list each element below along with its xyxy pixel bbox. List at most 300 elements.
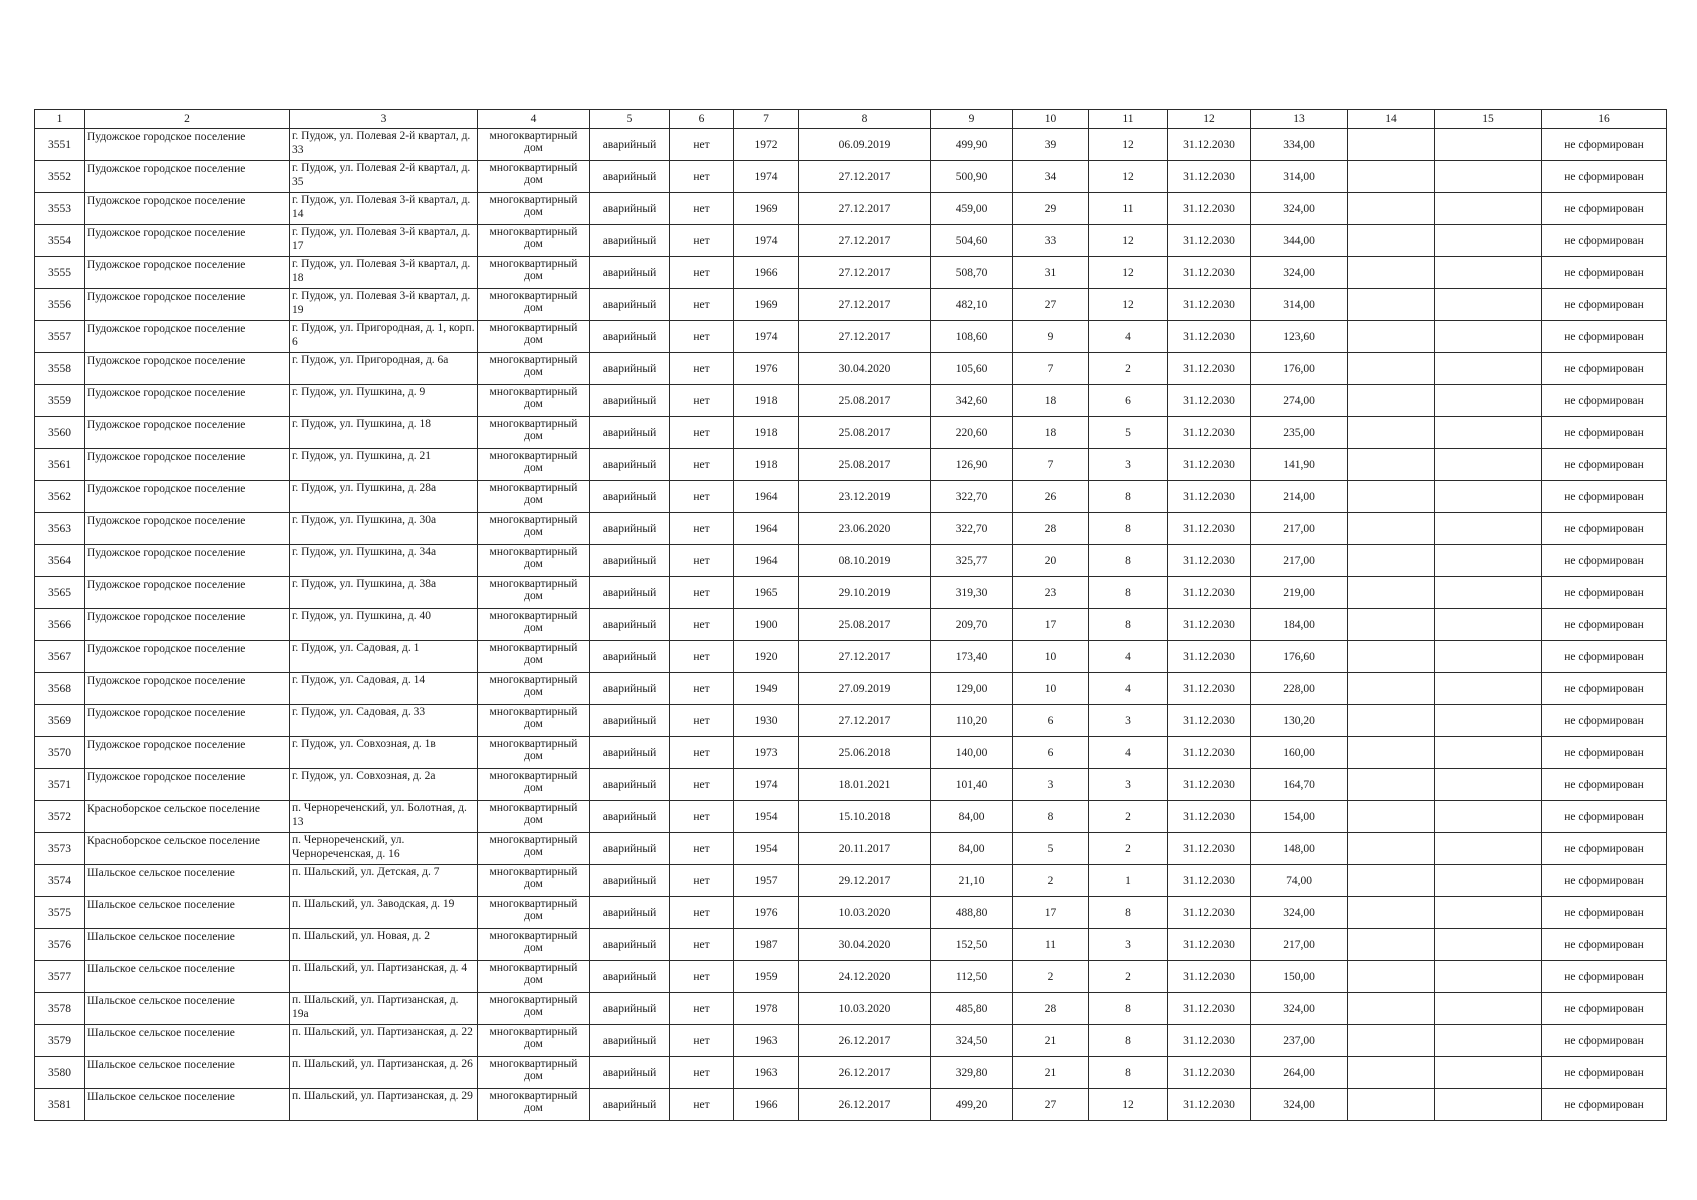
address-cell: г. Пудож, ул. Совхозная, д. 1в: [290, 737, 478, 769]
address-cell: г. Пудож, ул. Садовая, д. 33: [290, 705, 478, 737]
apartments-cell: 5: [1089, 417, 1168, 449]
year-built-cell: 1963: [734, 1057, 799, 1089]
column-14-cell: [1348, 1089, 1435, 1121]
flag-cell: нет: [670, 257, 734, 289]
status-cell: не сформирован: [1542, 353, 1667, 385]
apartments-cell: 12: [1089, 225, 1168, 257]
deadline-cell: 31.12.2030: [1168, 289, 1251, 321]
flag-cell: нет: [670, 417, 734, 449]
settlement-cell: Пудожское городское поселение: [85, 353, 290, 385]
table-row: [35, 993, 1667, 1025]
deadline-cell: 31.12.2030: [1168, 801, 1251, 833]
recognition-date-cell: 24.12.2020: [799, 961, 931, 993]
column-15-cell: [1435, 929, 1542, 961]
table-row: [35, 289, 1667, 321]
column-14-cell: [1348, 609, 1435, 641]
area-cell: 126,90: [931, 449, 1013, 481]
status-cell: не сформирован: [1542, 737, 1667, 769]
status-cell: не сформирован: [1542, 417, 1667, 449]
address-cell: г. Пудож, ул. Полевая 2-й квартал, д. 33: [290, 129, 478, 161]
area-cell: 488,80: [931, 897, 1013, 929]
building-type-cell: многоквартирный дом: [478, 737, 590, 769]
cost-cell: 214,00: [1251, 481, 1348, 513]
column-14-cell: [1348, 257, 1435, 289]
table-row: [35, 769, 1667, 801]
recognition-date-cell: 30.04.2020: [799, 353, 931, 385]
flag-cell: нет: [670, 321, 734, 353]
column-15-cell: [1435, 289, 1542, 321]
deadline-cell: 31.12.2030: [1168, 513, 1251, 545]
status-cell: не сформирован: [1542, 577, 1667, 609]
row-number-cell: 3577: [35, 961, 85, 993]
building-type-cell: многоквартирный дом: [478, 353, 590, 385]
recognition-date-cell: 25.06.2018: [799, 737, 931, 769]
address-cell: г. Пудож, ул. Полевая 3-й квартал, д. 14: [290, 193, 478, 225]
area-cell: 173,40: [931, 641, 1013, 673]
status-cell: не сформирован: [1542, 993, 1667, 1025]
flag-cell: нет: [670, 705, 734, 737]
apartments-cell: 2: [1089, 833, 1168, 865]
column-15-cell: [1435, 257, 1542, 289]
year-built-cell: 1920: [734, 641, 799, 673]
year-built-cell: 1966: [734, 257, 799, 289]
status-cell: не сформирован: [1542, 897, 1667, 929]
address-cell: п. Шальский, ул. Партизанская, д. 26: [290, 1057, 478, 1089]
apartments-cell: 12: [1089, 129, 1168, 161]
condition-cell: аварийный: [590, 929, 670, 961]
column-14-cell: [1348, 481, 1435, 513]
apartments-cell: 3: [1089, 705, 1168, 737]
address-cell: г. Пудож, ул. Пригородная, д. 6а: [290, 353, 478, 385]
flag-cell: нет: [670, 225, 734, 257]
cost-cell: 176,60: [1251, 641, 1348, 673]
address-cell: г. Пудож, ул. Садовая, д. 14: [290, 673, 478, 705]
cost-cell: 324,00: [1251, 993, 1348, 1025]
column-header: 15: [1435, 110, 1542, 129]
area-cell: 152,50: [931, 929, 1013, 961]
year-built-cell: 1976: [734, 897, 799, 929]
flag-cell: нет: [670, 129, 734, 161]
deadline-cell: 31.12.2030: [1168, 385, 1251, 417]
residents-cell: 2: [1013, 865, 1089, 897]
address-cell: п. Чернореченский, ул. Чернореченская, д. 16: [290, 833, 478, 865]
condition-cell: аварийный: [590, 961, 670, 993]
area-cell: 499,90: [931, 129, 1013, 161]
column-14-cell: [1348, 225, 1435, 257]
address-cell: г. Пудож, ул. Полевая 3-й квартал, д. 19: [290, 289, 478, 321]
table-row: [35, 513, 1667, 545]
status-cell: не сформирован: [1542, 289, 1667, 321]
column-14-cell: [1348, 929, 1435, 961]
building-type-cell: многоквартирный дом: [478, 577, 590, 609]
residents-cell: 31: [1013, 257, 1089, 289]
column-15-cell: [1435, 737, 1542, 769]
flag-cell: нет: [670, 449, 734, 481]
building-type-cell: многоквартирный дом: [478, 865, 590, 897]
year-built-cell: 1964: [734, 481, 799, 513]
column-header: 8: [799, 110, 931, 129]
residents-cell: 17: [1013, 609, 1089, 641]
settlement-cell: Шальское сельское поселение: [85, 993, 290, 1025]
settlement-cell: Шальское сельское поселение: [85, 897, 290, 929]
cost-cell: 324,00: [1251, 897, 1348, 929]
year-built-cell: 1957: [734, 865, 799, 897]
address-cell: г. Пудож, ул. Пушкина, д. 34а: [290, 545, 478, 577]
recognition-date-cell: 15.10.2018: [799, 801, 931, 833]
year-built-cell: 1918: [734, 449, 799, 481]
column-14-cell: [1348, 289, 1435, 321]
settlement-cell: Пудожское городское поселение: [85, 449, 290, 481]
area-cell: 105,60: [931, 353, 1013, 385]
column-header: 16: [1542, 110, 1667, 129]
apartments-cell: 8: [1089, 993, 1168, 1025]
row-number-cell: 3567: [35, 641, 85, 673]
area-cell: 101,40: [931, 769, 1013, 801]
year-built-cell: 1900: [734, 609, 799, 641]
apartments-cell: 3: [1089, 769, 1168, 801]
area-cell: 140,00: [931, 737, 1013, 769]
deadline-cell: 31.12.2030: [1168, 961, 1251, 993]
flag-cell: нет: [670, 385, 734, 417]
deadline-cell: 31.12.2030: [1168, 161, 1251, 193]
column-number-row: [35, 110, 1667, 129]
residents-cell: 21: [1013, 1057, 1089, 1089]
deadline-cell: 31.12.2030: [1168, 1057, 1251, 1089]
recognition-date-cell: 20.11.2017: [799, 833, 931, 865]
residents-cell: 18: [1013, 417, 1089, 449]
deadline-cell: 31.12.2030: [1168, 641, 1251, 673]
column-header: 4: [478, 110, 590, 129]
building-type-cell: многоквартирный дом: [478, 417, 590, 449]
building-type-cell: многоквартирный дом: [478, 289, 590, 321]
building-type-cell: многоквартирный дом: [478, 161, 590, 193]
recognition-date-cell: 23.06.2020: [799, 513, 931, 545]
condition-cell: аварийный: [590, 353, 670, 385]
cost-cell: 160,00: [1251, 737, 1348, 769]
residents-cell: 21: [1013, 1025, 1089, 1057]
residents-cell: 20: [1013, 545, 1089, 577]
area-cell: 110,20: [931, 705, 1013, 737]
settlement-cell: Красноборское сельское поселение: [85, 801, 290, 833]
condition-cell: аварийный: [590, 161, 670, 193]
condition-cell: аварийный: [590, 225, 670, 257]
condition-cell: аварийный: [590, 705, 670, 737]
column-14-cell: [1348, 897, 1435, 929]
address-cell: п. Шальский, ул. Детская, д. 7: [290, 865, 478, 897]
column-15-cell: [1435, 417, 1542, 449]
column-15-cell: [1435, 513, 1542, 545]
residents-cell: 10: [1013, 673, 1089, 705]
column-14-cell: [1348, 961, 1435, 993]
apartments-cell: 1: [1089, 865, 1168, 897]
settlement-cell: Пудожское городское поселение: [85, 673, 290, 705]
condition-cell: аварийный: [590, 417, 670, 449]
table-row: [35, 353, 1667, 385]
settlement-cell: Пудожское городское поселение: [85, 513, 290, 545]
year-built-cell: 1954: [734, 801, 799, 833]
area-cell: 499,20: [931, 1089, 1013, 1121]
condition-cell: аварийный: [590, 1025, 670, 1057]
condition-cell: аварийный: [590, 577, 670, 609]
settlement-cell: Пудожское городское поселение: [85, 545, 290, 577]
cost-cell: 237,00: [1251, 1025, 1348, 1057]
area-cell: 342,60: [931, 385, 1013, 417]
recognition-date-cell: 27.12.2017: [799, 225, 931, 257]
column-15-cell: [1435, 865, 1542, 897]
year-built-cell: 1949: [734, 673, 799, 705]
flag-cell: нет: [670, 865, 734, 897]
residents-cell: 23: [1013, 577, 1089, 609]
settlement-cell: Пудожское городское поселение: [85, 769, 290, 801]
column-14-cell: [1348, 1025, 1435, 1057]
building-type-cell: многоквартирный дом: [478, 1089, 590, 1121]
deadline-cell: 31.12.2030: [1168, 865, 1251, 897]
condition-cell: аварийный: [590, 833, 670, 865]
table-row: [35, 577, 1667, 609]
recognition-date-cell: 25.08.2017: [799, 385, 931, 417]
table-row: [35, 929, 1667, 961]
column-15-cell: [1435, 1057, 1542, 1089]
cost-cell: 235,00: [1251, 417, 1348, 449]
column-14-cell: [1348, 769, 1435, 801]
cost-cell: 314,00: [1251, 161, 1348, 193]
settlement-cell: Пудожское городское поселение: [85, 609, 290, 641]
deadline-cell: 31.12.2030: [1168, 449, 1251, 481]
cost-cell: 217,00: [1251, 929, 1348, 961]
area-cell: 324,50: [931, 1025, 1013, 1057]
column-14-cell: [1348, 161, 1435, 193]
table-row: [35, 865, 1667, 897]
deadline-cell: 31.12.2030: [1168, 481, 1251, 513]
column-15-cell: [1435, 897, 1542, 929]
recognition-date-cell: 29.10.2019: [799, 577, 931, 609]
row-number-cell: 3570: [35, 737, 85, 769]
address-cell: г. Пудож, ул. Садовая, д. 1: [290, 641, 478, 673]
year-built-cell: 1918: [734, 417, 799, 449]
deadline-cell: 31.12.2030: [1168, 577, 1251, 609]
area-cell: 504,60: [931, 225, 1013, 257]
status-cell: не сформирован: [1542, 513, 1667, 545]
column-14-cell: [1348, 545, 1435, 577]
settlement-cell: Шальское сельское поселение: [85, 1089, 290, 1121]
flag-cell: нет: [670, 801, 734, 833]
year-built-cell: 1918: [734, 385, 799, 417]
area-cell: 325,77: [931, 545, 1013, 577]
deadline-cell: 31.12.2030: [1168, 929, 1251, 961]
recognition-date-cell: 26.12.2017: [799, 1089, 931, 1121]
condition-cell: аварийный: [590, 1089, 670, 1121]
building-type-cell: многоквартирный дом: [478, 481, 590, 513]
residents-cell: 27: [1013, 289, 1089, 321]
year-built-cell: 1974: [734, 769, 799, 801]
flag-cell: нет: [670, 993, 734, 1025]
condition-cell: аварийный: [590, 641, 670, 673]
area-cell: 84,00: [931, 833, 1013, 865]
area-cell: 459,00: [931, 193, 1013, 225]
status-cell: не сформирован: [1542, 833, 1667, 865]
table-row: [35, 385, 1667, 417]
row-number-cell: 3581: [35, 1089, 85, 1121]
status-cell: не сформирован: [1542, 545, 1667, 577]
settlement-cell: Пудожское городское поселение: [85, 481, 290, 513]
address-cell: г. Пудож, ул. Пушкина, д. 38а: [290, 577, 478, 609]
year-built-cell: 1987: [734, 929, 799, 961]
status-cell: не сформирован: [1542, 865, 1667, 897]
flag-cell: нет: [670, 577, 734, 609]
apartments-cell: 12: [1089, 257, 1168, 289]
column-header: 1: [35, 110, 85, 129]
status-cell: не сформирован: [1542, 641, 1667, 673]
flag-cell: нет: [670, 193, 734, 225]
table-row: [35, 225, 1667, 257]
status-cell: не сформирован: [1542, 321, 1667, 353]
deadline-cell: 31.12.2030: [1168, 897, 1251, 929]
cost-cell: 264,00: [1251, 1057, 1348, 1089]
status-cell: не сформирован: [1542, 481, 1667, 513]
apartments-cell: 12: [1089, 1089, 1168, 1121]
year-built-cell: 1954: [734, 833, 799, 865]
recognition-date-cell: 27.12.2017: [799, 161, 931, 193]
building-type-cell: многоквартирный дом: [478, 929, 590, 961]
cost-cell: 176,00: [1251, 353, 1348, 385]
building-type-cell: многоквартирный дом: [478, 833, 590, 865]
column-14-cell: [1348, 673, 1435, 705]
residents-cell: 17: [1013, 897, 1089, 929]
column-header: 13: [1251, 110, 1348, 129]
flag-cell: нет: [670, 1025, 734, 1057]
area-cell: 209,70: [931, 609, 1013, 641]
apartments-cell: 6: [1089, 385, 1168, 417]
row-number-cell: 3552: [35, 161, 85, 193]
recognition-date-cell: 27.12.2017: [799, 193, 931, 225]
column-14-cell: [1348, 1057, 1435, 1089]
deadline-cell: 31.12.2030: [1168, 545, 1251, 577]
status-cell: не сформирован: [1542, 769, 1667, 801]
year-built-cell: 1978: [734, 993, 799, 1025]
table-row: [35, 961, 1667, 993]
recognition-date-cell: 27.12.2017: [799, 321, 931, 353]
column-15-cell: [1435, 481, 1542, 513]
apartments-cell: 3: [1089, 929, 1168, 961]
address-cell: г. Пудож, ул. Пригородная, д. 1, корп. 6: [290, 321, 478, 353]
table-row: [35, 609, 1667, 641]
condition-cell: аварийный: [590, 193, 670, 225]
row-number-cell: 3568: [35, 673, 85, 705]
row-number-cell: 3569: [35, 705, 85, 737]
cost-cell: 154,00: [1251, 801, 1348, 833]
address-cell: г. Пудож, ул. Полевая 3-й квартал, д. 17: [290, 225, 478, 257]
table-row: [35, 545, 1667, 577]
apartments-cell: 4: [1089, 641, 1168, 673]
recognition-date-cell: 30.04.2020: [799, 929, 931, 961]
status-cell: не сформирован: [1542, 257, 1667, 289]
column-15-cell: [1435, 545, 1542, 577]
building-type-cell: многоквартирный дом: [478, 641, 590, 673]
residents-cell: 11: [1013, 929, 1089, 961]
row-number-cell: 3565: [35, 577, 85, 609]
address-cell: п. Шальский, ул. Партизанская, д. 4: [290, 961, 478, 993]
column-15-cell: [1435, 1025, 1542, 1057]
cost-cell: 74,00: [1251, 865, 1348, 897]
column-header: 7: [734, 110, 799, 129]
condition-cell: аварийный: [590, 801, 670, 833]
settlement-cell: Пудожское городское поселение: [85, 385, 290, 417]
year-built-cell: 1963: [734, 1025, 799, 1057]
table-row: [35, 705, 1667, 737]
year-built-cell: 1966: [734, 1089, 799, 1121]
flag-cell: нет: [670, 1057, 734, 1089]
cost-cell: 217,00: [1251, 545, 1348, 577]
status-cell: не сформирован: [1542, 1025, 1667, 1057]
recognition-date-cell: 06.09.2019: [799, 129, 931, 161]
row-number-cell: 3556: [35, 289, 85, 321]
deadline-cell: 31.12.2030: [1168, 833, 1251, 865]
cost-cell: 123,60: [1251, 321, 1348, 353]
cost-cell: 314,00: [1251, 289, 1348, 321]
settlement-cell: Пудожское городское поселение: [85, 417, 290, 449]
settlement-cell: Пудожское городское поселение: [85, 321, 290, 353]
building-type-cell: многоквартирный дом: [478, 993, 590, 1025]
column-14-cell: [1348, 833, 1435, 865]
housing-registry-table: [34, 109, 1667, 1121]
apartments-cell: 8: [1089, 897, 1168, 929]
area-cell: 129,00: [931, 673, 1013, 705]
building-type-cell: многоквартирный дом: [478, 257, 590, 289]
building-type-cell: многоквартирный дом: [478, 129, 590, 161]
row-number-cell: 3576: [35, 929, 85, 961]
column-14-cell: [1348, 801, 1435, 833]
residents-cell: 3: [1013, 769, 1089, 801]
table-row: [35, 833, 1667, 865]
apartments-cell: 2: [1089, 353, 1168, 385]
condition-cell: аварийный: [590, 737, 670, 769]
column-15-cell: [1435, 609, 1542, 641]
column-15-cell: [1435, 449, 1542, 481]
column-15-cell: [1435, 385, 1542, 417]
row-number-cell: 3579: [35, 1025, 85, 1057]
column-header: 9: [931, 110, 1013, 129]
apartments-cell: 8: [1089, 609, 1168, 641]
settlement-cell: Пудожское городское поселение: [85, 737, 290, 769]
year-built-cell: 1964: [734, 513, 799, 545]
settlement-cell: Пудожское городское поселение: [85, 161, 290, 193]
column-header: 11: [1089, 110, 1168, 129]
recognition-date-cell: 26.12.2017: [799, 1025, 931, 1057]
row-number-cell: 3574: [35, 865, 85, 897]
condition-cell: аварийный: [590, 321, 670, 353]
flag-cell: нет: [670, 737, 734, 769]
column-header: 6: [670, 110, 734, 129]
column-15-cell: [1435, 705, 1542, 737]
condition-cell: аварийный: [590, 257, 670, 289]
table-body: [35, 129, 1667, 1121]
deadline-cell: 31.12.2030: [1168, 321, 1251, 353]
row-number-cell: 3559: [35, 385, 85, 417]
address-cell: г. Пудож, ул. Полевая 3-й квартал, д. 18: [290, 257, 478, 289]
apartments-cell: 2: [1089, 801, 1168, 833]
flag-cell: нет: [670, 161, 734, 193]
status-cell: не сформирован: [1542, 673, 1667, 705]
table-row: [35, 129, 1667, 161]
column-15-cell: [1435, 129, 1542, 161]
condition-cell: аварийный: [590, 609, 670, 641]
table-header: [35, 110, 1667, 129]
settlement-cell: Пудожское городское поселение: [85, 193, 290, 225]
row-number-cell: 3578: [35, 993, 85, 1025]
deadline-cell: 31.12.2030: [1168, 353, 1251, 385]
condition-cell: аварийный: [590, 513, 670, 545]
building-type-cell: многоквартирный дом: [478, 705, 590, 737]
